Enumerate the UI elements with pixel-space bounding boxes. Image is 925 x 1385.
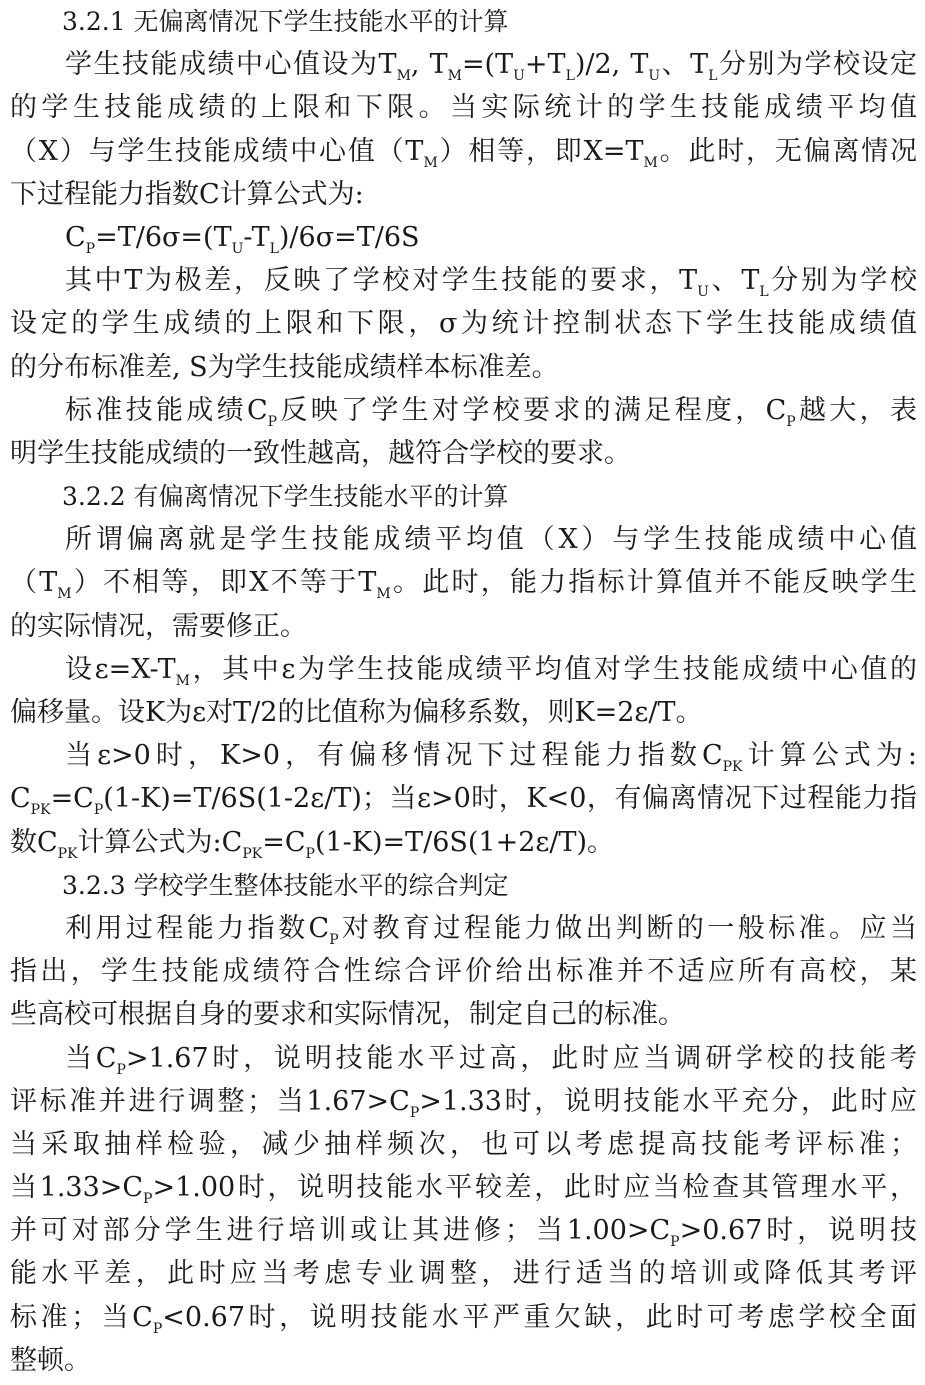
text-run: ）相等，即X=T bbox=[437, 135, 644, 167]
text-run: >1.67时，说明技能水平过高，此时应当调研学校的技能考 bbox=[125, 1042, 917, 1074]
text-line bbox=[10, 605, 917, 648]
subscript: P bbox=[305, 845, 315, 862]
text-run: 越大，表 bbox=[795, 394, 917, 426]
text-line bbox=[10, 691, 917, 734]
text-line bbox=[10, 1339, 917, 1382]
text-run: 计算公式为: bbox=[742, 740, 917, 772]
subscript: P bbox=[116, 1061, 126, 1078]
text-run: 指出，学生技能成绩符合性综合评价给出标准并不适应所有高校，某 bbox=[10, 956, 917, 988]
text-line bbox=[10, 1037, 917, 1080]
text-line bbox=[10, 993, 917, 1036]
text-run: ）不相等，即X不等于T bbox=[71, 567, 377, 599]
paragraph bbox=[10, 1037, 917, 1383]
text-run: 学生技能成绩中心值设为T bbox=[65, 49, 397, 81]
text-run: 对教育过程能力做出判断的一般标准。应当 bbox=[338, 912, 917, 944]
paragraph bbox=[10, 907, 917, 1037]
text-run: =C bbox=[262, 826, 306, 858]
text-run: 偏移量。设K为ε对T/2的比值称为偏移系数，则K=2ε/T。 bbox=[10, 697, 703, 728]
text-line bbox=[10, 475, 917, 518]
text-run: )/6σ=T/6S bbox=[278, 221, 420, 253]
text-line bbox=[10, 518, 917, 561]
text-run: 的学生技能成绩的上限和下限。当实际统计的学生技能成绩平均值 bbox=[10, 92, 917, 124]
text-run: 些高校可根据自身的要求和实际情况，制定自己的标准。 bbox=[10, 999, 685, 1031]
subscript: U bbox=[231, 240, 244, 257]
text-run: 数C bbox=[10, 826, 58, 858]
text-line bbox=[10, 1252, 917, 1295]
text-run: 当1.33>C bbox=[10, 1172, 144, 1204]
text-run: 3.2.3 学校学生整体技能水平的综合判定 bbox=[62, 870, 509, 900]
text-line bbox=[10, 1123, 917, 1166]
subscript: P bbox=[409, 1104, 420, 1121]
text-run: 评标准并进行调整；当1.67>C bbox=[10, 1085, 410, 1117]
text-line bbox=[10, 648, 917, 691]
text-line bbox=[10, 1209, 917, 1252]
subscript: P bbox=[267, 413, 278, 430]
text-run: 并可对部分学生进行培训或让其进修；当1.00>C bbox=[10, 1215, 671, 1247]
subscript: U bbox=[697, 284, 709, 301]
text-run: 计算公式为:C bbox=[77, 826, 243, 858]
text-line bbox=[10, 1080, 917, 1123]
text-run: <0.67时，说明技能水平严重欠缺，此时可考虑学校全面 bbox=[162, 1301, 917, 1333]
text-run: 3.2.2 有偏离情况下学生技能水平的计算 bbox=[62, 482, 509, 512]
subscript: P bbox=[143, 1191, 153, 1208]
subscript: M bbox=[423, 154, 438, 171]
subscript: P bbox=[786, 413, 796, 430]
text-run: >0.67时，说明技 bbox=[679, 1215, 917, 1247]
text-run: 明学生技能成绩的一致性越高，越符合学校的要求。 bbox=[10, 437, 631, 469]
text-line bbox=[10, 734, 917, 777]
text-run: 。此时，能力指标计算值并不能反映学生 bbox=[390, 567, 917, 599]
text-run: 当C bbox=[65, 1042, 117, 1074]
subscript: M bbox=[57, 586, 72, 603]
text-run: (1-K)=T/6S(1+2ε/T)。 bbox=[314, 826, 615, 858]
subscript: M bbox=[447, 68, 462, 85]
subscript: L bbox=[759, 284, 769, 301]
subscript: P bbox=[85, 240, 96, 257]
subscript: U bbox=[648, 68, 661, 85]
text-run: >1.00时，说明技能水平较差，此时应当检查其管理水平， bbox=[152, 1172, 917, 1204]
text-run: -T bbox=[243, 221, 270, 253]
subscript: PK bbox=[57, 845, 78, 862]
text-run: 。此时，无偏离情况 bbox=[657, 135, 917, 167]
text-run: 所谓偏离就是学生技能成绩平均值（X）与学生技能成绩中心值 bbox=[65, 524, 917, 556]
subscript: PK bbox=[722, 759, 743, 776]
text-run: (1-K)=T/6S(1-2ε/T)；当ε>0时，K<0，有偏离情况下过程能力指 bbox=[103, 783, 917, 815]
text-run: )/2, T bbox=[574, 49, 649, 81]
subscript: L bbox=[565, 68, 575, 85]
paragraph bbox=[10, 518, 917, 648]
paragraph bbox=[10, 259, 917, 389]
section-heading bbox=[10, 0, 917, 43]
text-run: 其中T为极差，反映了学校对学生技能的要求，T bbox=[65, 265, 698, 297]
paragraph bbox=[10, 43, 917, 216]
text-run: 标准技能成绩C bbox=[65, 394, 268, 426]
text-line bbox=[10, 777, 917, 820]
text-run: 3.2.1 无偏离情况下学生技能水平的计算 bbox=[62, 7, 509, 36]
paragraph bbox=[10, 734, 917, 864]
text-run: , T bbox=[410, 49, 448, 81]
text-run: =C bbox=[50, 783, 94, 815]
text-line bbox=[10, 432, 917, 475]
text-run: 能水平差，此时应当考虑专业调整，进行适当的培训或降低其考评 bbox=[10, 1258, 917, 1290]
text-run: （T bbox=[10, 567, 58, 599]
text-line bbox=[10, 346, 917, 389]
text-line bbox=[10, 173, 917, 216]
text-run: +T bbox=[524, 49, 566, 81]
subscript: P bbox=[93, 802, 104, 819]
text-line bbox=[10, 561, 917, 604]
text-run: =T/6σ=(T bbox=[95, 221, 232, 253]
text-line bbox=[10, 130, 917, 173]
text-line bbox=[10, 864, 917, 907]
section-heading bbox=[10, 475, 917, 518]
text-line bbox=[10, 302, 917, 345]
paragraph bbox=[10, 648, 917, 734]
text-run: 的分布标准差, S为学生技能成绩样本标准差。 bbox=[10, 351, 559, 383]
text-run: ，其中ε为学生技能成绩平均值对学生技能成绩中心值的 bbox=[189, 653, 917, 685]
section-heading bbox=[10, 864, 917, 907]
text-run: 设定的学生成绩的上限和下限，σ为统计控制状态下学生技能成绩值 bbox=[10, 308, 917, 340]
text-run: 分别为学校 bbox=[768, 265, 917, 297]
formula-block bbox=[10, 216, 917, 259]
text-line bbox=[10, 950, 917, 993]
text-run: 、T bbox=[708, 265, 760, 297]
text-run: （X）与学生技能成绩中心值（T bbox=[10, 135, 424, 167]
text-run: =(T bbox=[461, 49, 514, 81]
text-run: 当采取抽样检验，减少抽样频次，也可以考虑提高技能考评标准； bbox=[10, 1128, 917, 1160]
subscript: PK bbox=[30, 802, 51, 819]
subscript: L bbox=[269, 240, 279, 257]
text-line bbox=[10, 821, 917, 864]
subscript: U bbox=[513, 68, 525, 85]
text-line bbox=[10, 216, 917, 259]
subscript: L bbox=[708, 68, 718, 85]
subscript: P bbox=[152, 1320, 163, 1337]
text-run: 的实际情况，需要修正。 bbox=[10, 610, 307, 642]
text-run: 设ε=X-T bbox=[65, 653, 176, 685]
text-run: 整顿。 bbox=[10, 1344, 91, 1376]
subscript: PK bbox=[242, 845, 263, 862]
subscript: M bbox=[643, 154, 658, 171]
text-line bbox=[10, 1296, 917, 1339]
text-run: 下过程能力指数C计算公式为: bbox=[10, 178, 364, 210]
text-run: C bbox=[10, 783, 31, 815]
subscript: M bbox=[175, 672, 190, 689]
text-run: 标准；当C bbox=[10, 1301, 153, 1333]
subscript: P bbox=[329, 931, 339, 948]
subscript: P bbox=[670, 1234, 680, 1251]
paragraph bbox=[10, 389, 917, 475]
text-line bbox=[10, 43, 917, 86]
text-run: 利用过程能力指数C bbox=[65, 912, 330, 944]
subscript: M bbox=[396, 68, 411, 85]
text-run: 反映了学生对学校要求的满足程度，C bbox=[277, 394, 787, 426]
text-run: 当ε>0时，K>0，有偏移情况下过程能力指数C bbox=[65, 740, 723, 772]
text-run: >1.33时，说明技能水平充分，此时应 bbox=[419, 1085, 917, 1117]
text-line bbox=[10, 0, 917, 43]
text-line bbox=[10, 389, 917, 432]
text-run: C bbox=[65, 221, 86, 253]
text-line bbox=[10, 907, 917, 950]
text-run: 分别为学校设定 bbox=[717, 49, 917, 81]
subscript: M bbox=[376, 586, 391, 603]
text-line bbox=[10, 86, 917, 129]
text-run: 、T bbox=[660, 49, 709, 81]
text-line bbox=[10, 259, 917, 302]
text-line bbox=[10, 1166, 917, 1209]
